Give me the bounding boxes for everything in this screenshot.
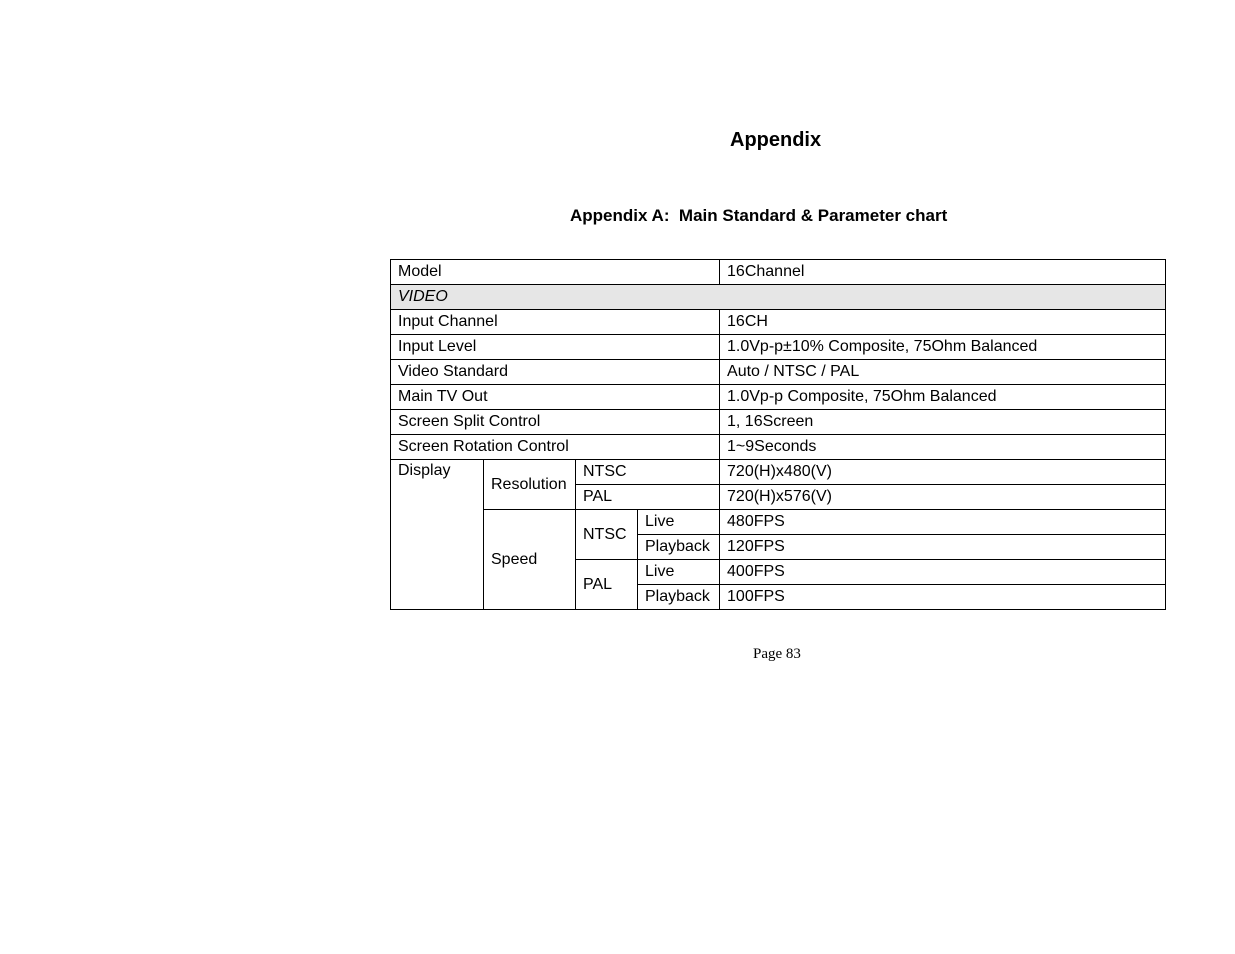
row-label: Video Standard: [391, 360, 720, 385]
row-label: Screen Split Control: [391, 410, 720, 435]
row-value: 1~9Seconds: [720, 435, 1166, 460]
page-title: Appendix: [730, 129, 822, 151]
resolution-ntsc-label: NTSC: [576, 460, 720, 485]
table-row: [391, 335, 1166, 360]
model-value: 16Channel: [720, 260, 1166, 285]
speed-ntsc-live-label: Live: [638, 510, 720, 535]
speed-ntsc-live-value: 480FPS: [720, 510, 1166, 535]
page-number: Page 83: [753, 646, 801, 662]
table-row: [391, 360, 1166, 385]
video-section-label: VIDEO: [391, 285, 1166, 310]
resolution-ntsc-value: 720(H)x480(V): [720, 460, 1166, 485]
row-label: Input Channel: [391, 310, 720, 335]
parameter-table: [390, 259, 1166, 610]
speed-pal-playback-label: Playback: [638, 585, 720, 610]
row-value: 1, 16Screen: [720, 410, 1166, 435]
speed-pal-live-label: Live: [638, 560, 720, 585]
row-label: Input Level: [391, 335, 720, 360]
row-value: Auto / NTSC / PAL: [720, 360, 1166, 385]
section-title: Appendix A: Main Standard & Parameter chart: [570, 206, 948, 225]
speed-ntsc-playback-value: 120FPS: [720, 535, 1166, 560]
row-label: Screen Rotation Control: [391, 435, 720, 460]
table-row: [391, 310, 1166, 335]
table-row: [391, 435, 1166, 460]
row-label: Main TV Out: [391, 385, 720, 410]
table-row: [391, 460, 1166, 485]
row-value: 1.0Vp-p±10% Composite, 75Ohm Balanced: [720, 335, 1166, 360]
table-row: [391, 510, 1166, 535]
resolution-pal-value: 720(H)x576(V): [720, 485, 1166, 510]
model-label: Model: [391, 260, 720, 285]
display-label: Display: [391, 460, 484, 610]
row-value: 16CH: [720, 310, 1166, 335]
table-section-row: [391, 285, 1166, 310]
speed-ntsc-label: NTSC: [576, 510, 638, 560]
resolution-label: Resolution: [484, 460, 576, 510]
table-row: [391, 385, 1166, 410]
speed-ntsc-playback-label: Playback: [638, 535, 720, 560]
table-row: [391, 410, 1166, 435]
table-row: [391, 260, 1166, 285]
speed-pal-live-value: 400FPS: [720, 560, 1166, 585]
row-value: 1.0Vp-p Composite, 75Ohm Balanced: [720, 385, 1166, 410]
speed-label: Speed: [484, 510, 576, 610]
speed-pal-label: PAL: [576, 560, 638, 610]
speed-pal-playback-value: 100FPS: [720, 585, 1166, 610]
resolution-pal-label: PAL: [576, 485, 720, 510]
